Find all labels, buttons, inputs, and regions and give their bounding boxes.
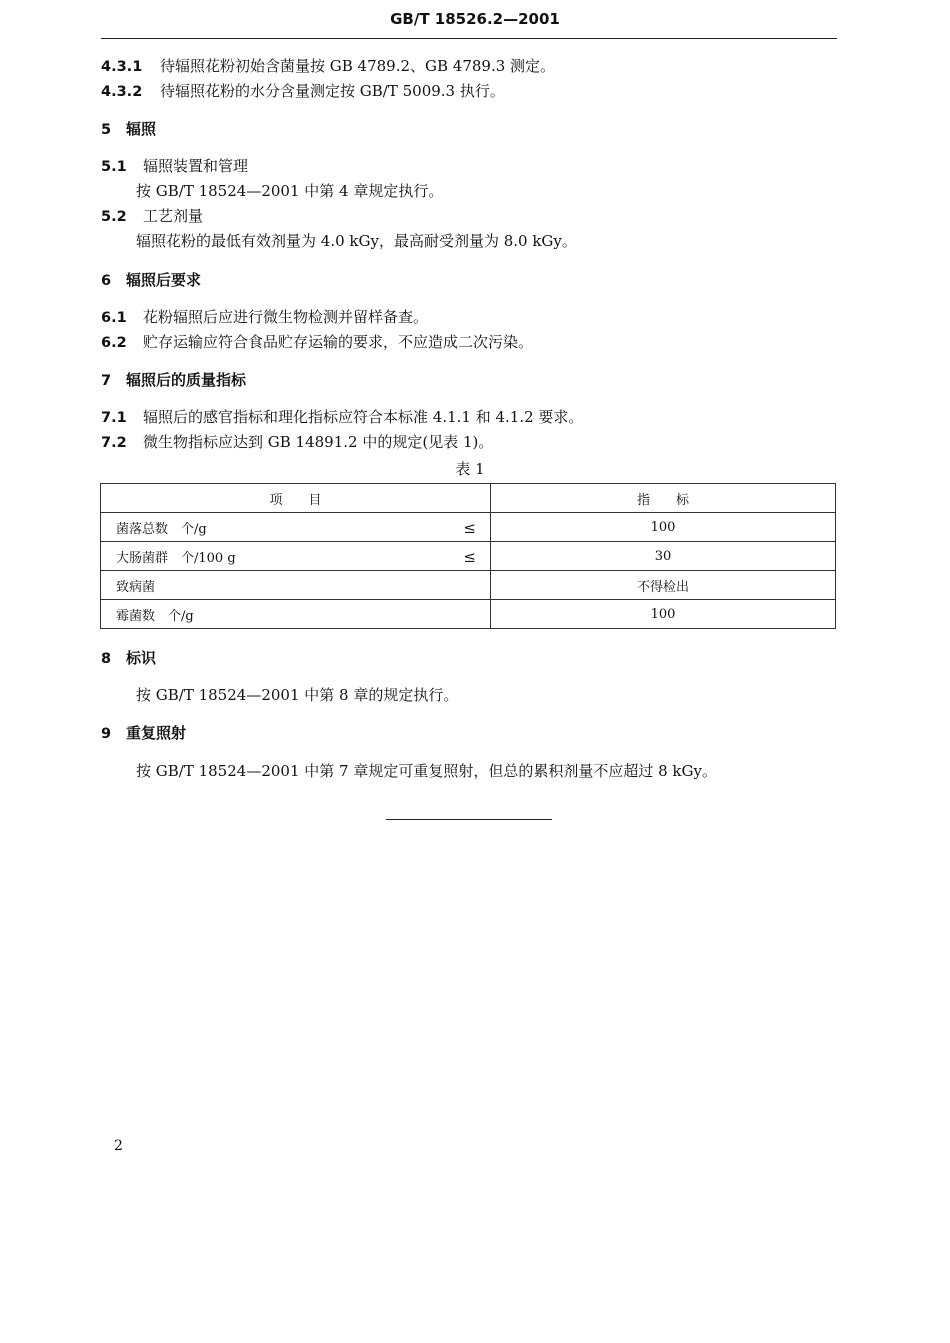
section-title: 辐照 <box>126 120 157 138</box>
clause-6-1 <box>101 307 428 328</box>
clause-number: 7.1 <box>101 410 127 426</box>
clause-6-2 <box>101 332 533 353</box>
table-row <box>101 542 836 571</box>
row-value: 不得检出 <box>491 571 836 600</box>
clause-5-1-heading <box>101 156 248 177</box>
clause-7-2 <box>101 432 493 453</box>
table-row <box>101 513 836 542</box>
clause-text: 花粉辐照后应进行微生物检测并留样备查。 <box>143 308 429 326</box>
table-row <box>101 600 836 629</box>
section-number: 8 <box>101 651 112 667</box>
clause-number: 5.2 <box>101 209 127 225</box>
page-header-title: GB/T 18526.2—2001 <box>390 10 560 28</box>
page-number: 2 <box>114 1138 123 1154</box>
section-number: 9 <box>101 726 112 742</box>
row-symbol: ≤ <box>463 519 476 537</box>
header-item: 项 目 <box>101 484 491 513</box>
clause-5-2-text: 辐照花粉的最低有效剂量为 4.0 kGy，最高耐受剂量为 8.0 kGy。 <box>136 232 577 250</box>
clause-number: 5.1 <box>101 159 127 175</box>
clause-4-3-2 <box>101 81 505 102</box>
row-item: 菌落总数 个/g <box>116 521 207 537</box>
clause-number: 6.2 <box>101 335 127 351</box>
row-item: 大肠菌群 个/100 g <box>116 550 236 566</box>
row-value: 100 <box>491 513 836 542</box>
clause-title: 工艺剂量 <box>143 207 204 225</box>
clause-title: 辐照装置和管理 <box>143 157 249 175</box>
row-item-cell <box>101 513 491 542</box>
row-value: 30 <box>491 542 836 571</box>
clause-number: 7.2 <box>101 435 127 451</box>
section-8-heading <box>101 648 156 669</box>
clause-number: 6.1 <box>101 310 127 326</box>
table-caption: 表 1 <box>455 460 485 478</box>
clause-text: 待辐照花粉初始含菌量按 GB 4789.2、GB 4789.3 测定。 <box>160 57 556 75</box>
clause-5-2-heading <box>101 206 203 227</box>
section-title: 标识 <box>126 649 157 667</box>
section-8-text: 按 GB/T 18524—2001 中第 8 章的规定执行。 <box>136 686 459 704</box>
section-number: 7 <box>101 373 112 389</box>
clause-7-1 <box>101 407 583 428</box>
header-divider <box>101 38 837 39</box>
clause-text: 微生物指标应达到 GB 14891.2 中的规定(见表 1)。 <box>143 433 494 451</box>
clause-text: 待辐照花粉的水分含量测定按 GB/T 5009.3 执行。 <box>160 82 505 100</box>
section-7-heading <box>101 370 246 391</box>
section-title: 重复照射 <box>126 724 187 742</box>
header-value: 指 标 <box>491 484 836 513</box>
clause-text: 贮存运输应符合食品贮存运输的要求，不应造成二次污染。 <box>143 333 534 351</box>
clause-5-1-text: 按 GB/T 18524—2001 中第 4 章规定执行。 <box>136 182 444 200</box>
row-symbol: ≤ <box>463 548 476 566</box>
table-header-row <box>101 484 836 513</box>
end-of-document-rule <box>386 819 552 820</box>
row-item-cell <box>101 600 491 629</box>
section-number: 6 <box>101 273 112 289</box>
row-item-cell <box>101 571 491 600</box>
section-9-text: 按 GB/T 18524—2001 中第 7 章规定可重复照射，但总的累积剂量不应超过 8 kGy。 <box>136 762 717 780</box>
clause-number: 4.3.2 <box>101 84 143 100</box>
clause-text: 辐照后的感官指标和理化指标应符合本标准 4.1.1 和 4.1.2 要求。 <box>143 408 584 426</box>
clause-4-3-1 <box>101 56 555 77</box>
section-5-heading <box>101 119 156 140</box>
microbial-index-table <box>100 483 836 629</box>
section-title: 辐照后的质量指标 <box>126 371 247 389</box>
section-9-heading <box>101 723 186 744</box>
clause-number: 4.3.1 <box>101 59 143 75</box>
section-number: 5 <box>101 122 112 138</box>
section-6-heading <box>101 270 201 291</box>
row-value: 100 <box>491 600 836 629</box>
row-item: 致病菌 <box>116 579 156 595</box>
row-item: 霉菌数 个/g <box>116 608 194 624</box>
table-row <box>101 571 836 600</box>
section-title: 辐照后要求 <box>126 271 202 289</box>
row-item-cell <box>101 542 491 571</box>
